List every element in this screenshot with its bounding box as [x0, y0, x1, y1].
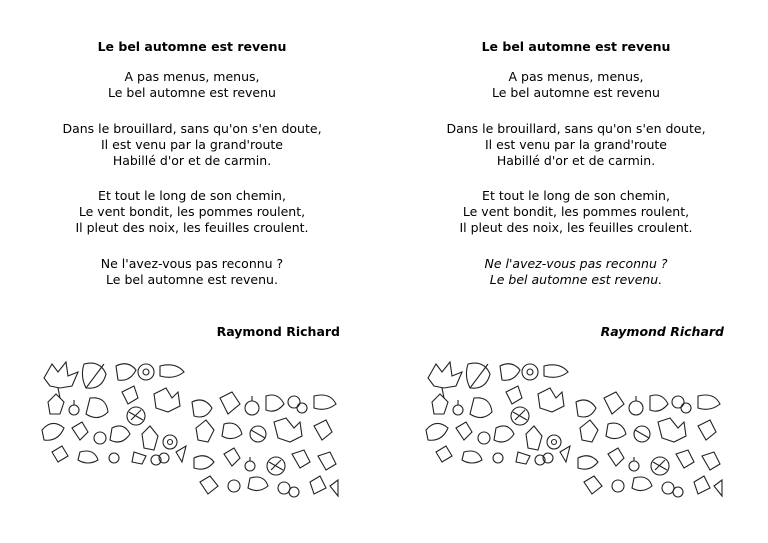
poem-title: Le bel automne est revenu: [97, 39, 287, 54]
autumn-leaves-illustration: [422, 358, 728, 504]
verse-line: A pas menus, menus,: [124, 69, 260, 84]
verse-line: Le bel automne est revenu: [492, 84, 660, 100]
verse-line: Et tout le long de son chemin,: [482, 188, 670, 203]
verse-line: Dans le brouillard, sans qu'on s'en doute,: [62, 121, 322, 136]
verse-line: Il est venu par la grand'route: [485, 136, 667, 152]
verse-line: Et tout le long de son chemin,: [98, 188, 286, 203]
poem-card-right: [384, 0, 768, 543]
verse-line: Le bel automne est revenu.: [106, 271, 278, 287]
verse-line: Il pleut des noix, les feuilles croulent.: [459, 219, 693, 235]
autumn-leaves-icon: [38, 358, 344, 504]
poem-author: Raymond Richard: [600, 324, 724, 339]
verse-line: Il est venu par la grand'route: [101, 136, 283, 152]
stanza-4: [384, 256, 768, 288]
verse-line: Dans le brouillard, sans qu'on s'en doute,: [446, 121, 706, 136]
stanza-2: [384, 121, 768, 168]
verse-line: Le vent bondit, les pommes roulent,: [462, 203, 690, 219]
verse-line: Le bel automne est revenu: [108, 84, 276, 100]
stanza-1: [0, 69, 384, 101]
verse-line: Il pleut des noix, les feuilles croulent.: [75, 219, 309, 235]
poem-title: Le bel automne est revenu: [481, 39, 671, 54]
stanza-3: [384, 188, 768, 235]
stanza-2: [0, 121, 384, 168]
poem-author: Raymond Richard: [216, 324, 340, 339]
stanza-1: [384, 69, 768, 101]
autumn-leaves-icon: [422, 358, 728, 504]
stanza-4: [0, 256, 384, 288]
verse-line: Habillé d'or et de carmin.: [112, 152, 272, 168]
verse-line: Le vent bondit, les pommes roulent,: [78, 203, 306, 219]
verse-line: Le bel automne est revenu.: [489, 271, 663, 287]
verse-line: Ne l'avez-vous pas reconnu ?: [100, 256, 284, 271]
stanza-3: [0, 188, 384, 235]
autumn-leaves-illustration: [38, 358, 344, 504]
verse-line: Ne l'avez-vous pas reconnu ?: [484, 256, 668, 271]
verse-line: A pas menus, menus,: [508, 69, 644, 84]
verse-line: Habillé d'or et de carmin.: [496, 152, 656, 168]
